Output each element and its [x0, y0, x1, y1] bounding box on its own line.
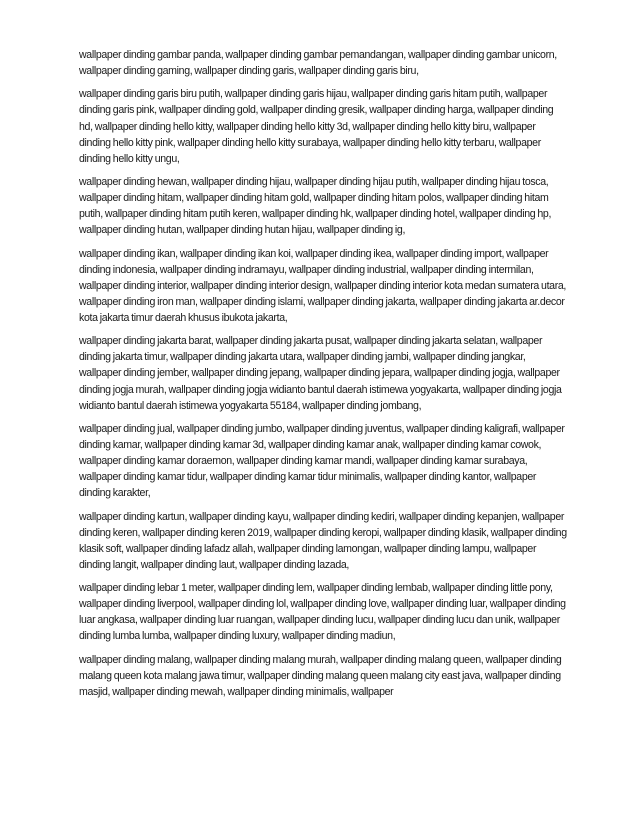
- paragraph-9: wallpaper dinding malang, wallpaper dinding malang murah, wallpaper dinding malang queen, wallpaper dinding malang queen kota malang jawa timur, wallpaper dinding malang queen malang city east java, wallpaper dinding masjid, wallpaper dinding mewah, wallpaper dinding minimalis, wallpaper: [79, 653, 562, 698]
- paragraph-8: wallpaper dinding lebar 1 meter, wallpaper dinding lem, wallpaper dinding lembab, wallpaper dinding little pony, wallpaper dinding liverpool, wallpaper dinding lol, wallpaper dinding love, wallpaper dinding luar, wallpaper dinding luar angkasa, wallpaper dinding luar ruangan, wallpaper dinding lucu, wallpaper dinding lucu dan unik, wallpaper dinding lumba lumba, wallpaper dinding luxury, wallpaper dinding madiun,: [79, 582, 566, 643]
- paragraph-6: wallpaper dinding jual, wallpaper dinding jumbo, wallpaper dinding juventus, wallpaper dinding kaligrafi, wallpaper dinding kamar, wallpaper dinding kamar 3d, wallpaper dinding kamar anak, wallpaper dinding kamar cowok, wallpaper dinding kamar doraemon, wallpaper dinding kamar mandi, wallpaper dinding kamar surabaya, wallpaper dinding kamar tidur, wallpaper dinding kamar tidur minimalis, wallpaper dinding kantor, wallpaper dinding karakter,: [79, 422, 565, 500]
- paragraph-7: wallpaper dinding kartun, wallpaper dinding kayu, wallpaper dinding kediri, wallpaper dinding kepanjen, wallpaper dinding keren, wallpaper dinding keren 2019, wallpaper dinding keropi, wallpaper dinding klasik, wallpaper dinding klasik soft, wallpaper dinding lafadz allah, wallpaper dinding lamongan, wallpaper dinding lampu, wallpaper dinding langit, wallpaper dinding laut, wallpaper dinding lazada,: [79, 510, 567, 571]
- paragraph-3: wallpaper dinding hewan, wallpaper dinding hijau, wallpaper dinding hijau putih, wallpaper dinding hijau tosca, wallpaper dinding hitam, wallpaper dinding hitam gold, wallpaper dinding hitam polos, wallpaper dinding hitam putih, wallpaper dinding hitam putih keren, wallpaper dinding hk, wallpaper dinding hotel, wallpaper dinding hp, wallpaper dinding hutan, wallpaper dinding hutan hijau, wallpaper dinding ig,: [79, 176, 552, 237]
- paragraph-5: wallpaper dinding jakarta barat, wallpaper dinding jakarta pusat, wallpaper dinding jakarta selatan, wallpaper dinding jakarta timur, wallpaper dinding jakarta utara, wallpaper dinding jambi, wallpaper dinding jangkar, wallpaper dinding jember, wallpaper dinding jepang, wallpaper dinding jepara, wallpaper dinding jogja, wallpaper dinding jogja murah, wallpaper dinding jogja widianto bantul daerah istimewa yogyakarta, wallpaper dinding jogja widianto bantul daerah istimewa yogyakarta 55184, wallpaper dinding jombang,: [79, 335, 562, 412]
- paragraph-4: wallpaper dinding ikan, wallpaper dinding ikan koi, wallpaper dinding ikea, wallpaper dinding import, wallpaper dinding indonesia, wallpaper dinding indramayu, wallpaper dinding industrial, wallpaper dinding intermilan, wallpaper dinding interior, wallpaper dinding interior design, wallpaper dinding interior kota medan sumatera utara, wallpaper dinding iron man, wallpaper dinding islami, wallpaper dinding jakarta, wallpaper dinding jakarta ar.decor kota jakarta timur daerah khusus ibukota jakarta,: [79, 247, 567, 324]
- document-body: [79, 47, 567, 707]
- paragraph-1: wallpaper dinding gambar panda, wallpaper dinding gambar pemandangan, wallpaper dinding gambar unicorn, wallpaper dinding gaming, wallpaper dinding garis, wallpaper dinding garis biru,: [79, 49, 557, 78]
- paragraph-2: wallpaper dinding garis biru putih, wallpaper dinding garis hijau, wallpaper dinding garis hitam putih, wallpaper dinding garis pink, wallpaper dinding gold, wallpaper dinding gresik, wallpaper dinding harga, wallpaper dinding hd, wallpaper dinding hello kitty, wallpaper dinding hello kitty 3d, wallpaper dinding hello kitty biru, wallpaper dinding hello kitty pink, wallpaper dinding hello kitty surabaya, wallpaper dinding hello kitty terbaru, wallpaper dinding hello kitty ungu,: [79, 88, 554, 165]
